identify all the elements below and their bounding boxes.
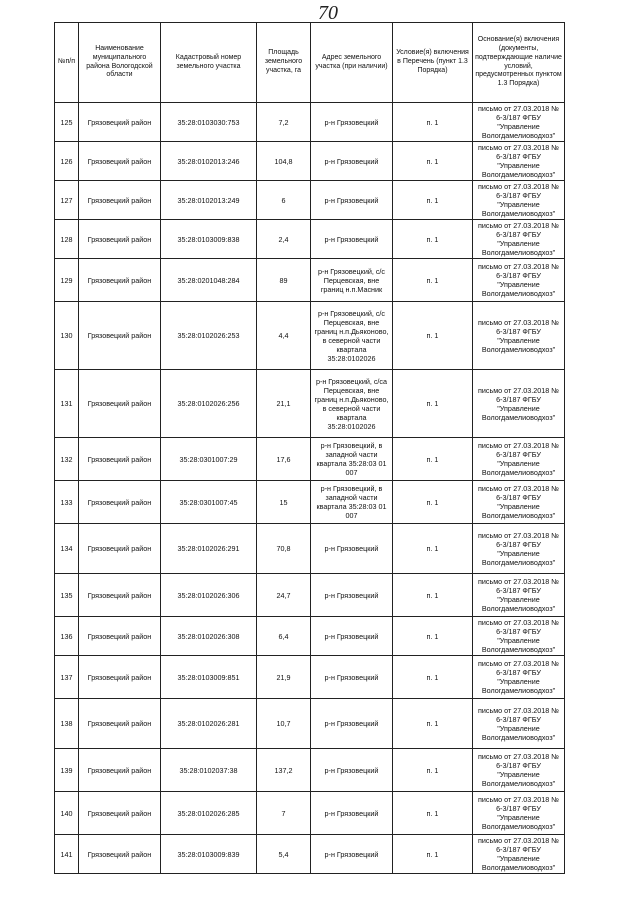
cell-district: Грязовецкий район [79, 370, 161, 438]
cell-district: Грязовецкий район [79, 656, 161, 699]
cell-area: 17,6 [257, 438, 311, 481]
cell-district: Грязовецкий район [79, 142, 161, 181]
header-num: №п/п [55, 23, 79, 103]
cell-condition: п. 1 [393, 142, 473, 181]
cell-area: 5,4 [257, 835, 311, 874]
cell-address: р-н Грязовецкий [311, 574, 393, 617]
table-row [55, 617, 565, 656]
cell-cadastral: 35:28:0102013:246 [161, 142, 257, 181]
table-row [55, 103, 565, 142]
cell-condition: п. 1 [393, 617, 473, 656]
cell-condition: п. 1 [393, 103, 473, 142]
cell-num: 136 [55, 617, 79, 656]
cell-num: 129 [55, 259, 79, 302]
cell-area: 6 [257, 181, 311, 220]
cell-basis: письмо от 27.03.2018 № 6-3/187 ФГБУ "Управление Вологдамелиоводхоз" [473, 142, 565, 181]
cell-area: 21,9 [257, 656, 311, 699]
cell-num: 140 [55, 792, 79, 835]
header-area: Площадь земельного участка, га [257, 23, 311, 103]
cell-district: Грязовецкий район [79, 749, 161, 792]
cell-num: 131 [55, 370, 79, 438]
cell-condition: п. 1 [393, 220, 473, 259]
cell-num: 133 [55, 481, 79, 524]
cell-address: р-н Грязовецкий [311, 835, 393, 874]
cell-address: р-н Грязовецкий [311, 617, 393, 656]
cell-cadastral: 35:28:0301007:29 [161, 438, 257, 481]
cell-area: 2,4 [257, 220, 311, 259]
cell-district: Грязовецкий район [79, 617, 161, 656]
cell-district: Грязовецкий район [79, 792, 161, 835]
cell-num: 132 [55, 438, 79, 481]
cell-district: Грязовецкий район [79, 259, 161, 302]
cell-num: 127 [55, 181, 79, 220]
cell-district: Грязовецкий район [79, 524, 161, 574]
cell-num: 126 [55, 142, 79, 181]
cell-condition: п. 1 [393, 574, 473, 617]
cell-basis: письмо от 27.03.2018 № 6-3/187 ФГБУ "Управление Вологдамелиоводхоз" [473, 835, 565, 874]
cell-condition: п. 1 [393, 699, 473, 749]
cell-address: р-н Грязовецкий [311, 749, 393, 792]
cell-basis: письмо от 27.03.2018 № 6-3/187 ФГБУ "Управление Вологдамелиоводхоз" [473, 181, 565, 220]
cell-area: 89 [257, 259, 311, 302]
cell-num: 141 [55, 835, 79, 874]
cell-district: Грязовецкий район [79, 438, 161, 481]
table-row [55, 181, 565, 220]
cell-district: Грязовецкий район [79, 699, 161, 749]
cell-address: р-н Грязовецкий [311, 792, 393, 835]
table-row [55, 438, 565, 481]
cell-condition: п. 1 [393, 481, 473, 524]
cell-address: р-н Грязовецкий, в западной части квартала 35:28:03 01 007 [311, 481, 393, 524]
cell-cadastral: 35:28:0102026:253 [161, 302, 257, 370]
cell-condition: п. 1 [393, 835, 473, 874]
cell-cadastral: 35:28:0103030:753 [161, 103, 257, 142]
cell-num: 128 [55, 220, 79, 259]
header-cadastral: Кадастровый номер земельного участка [161, 23, 257, 103]
cell-cadastral: 35:28:0103009:851 [161, 656, 257, 699]
cell-address: р-н Грязовецкий, в западной части квартала 35:28:03 01 007 [311, 438, 393, 481]
cell-district: Грязовецкий район [79, 574, 161, 617]
cell-address: р-н Грязовецкий, с/с Перцевская, вне границ н.п.Масник [311, 259, 393, 302]
header-basis: Основание(я) включения (документы, подтверждающие наличие условий, предусмотренных пунктом 1.3 Порядка) [473, 23, 565, 103]
table-row [55, 220, 565, 259]
cell-cadastral: 35:28:0301007:45 [161, 481, 257, 524]
cell-district: Грязовецкий район [79, 481, 161, 524]
header-condition: Условие(я) включения в Перечень (пункт 1.3 Порядка) [393, 23, 473, 103]
cell-area: 6,4 [257, 617, 311, 656]
table-row [55, 699, 565, 749]
cell-address: р-н Грязовецкий [311, 656, 393, 699]
cell-cadastral: 35:28:0102026:291 [161, 524, 257, 574]
cell-condition: п. 1 [393, 370, 473, 438]
cell-cadastral: 35:28:0102013:249 [161, 181, 257, 220]
table-row [55, 792, 565, 835]
cell-basis: письмо от 27.03.2018 № 6-3/187 ФГБУ "Управление Вологдамелиоводхоз" [473, 103, 565, 142]
cell-area: 10,7 [257, 699, 311, 749]
cell-address: р-н Грязовецкий, с/с Перцевская, вне границ н.п.Дьяконово, в северной части квартала 35:28:0102026 [311, 302, 393, 370]
cell-condition: п. 1 [393, 524, 473, 574]
cell-address: р-н Грязовецкий [311, 181, 393, 220]
table-row [55, 259, 565, 302]
cell-num: 125 [55, 103, 79, 142]
cell-basis: письмо от 27.03.2018 № 6-3/187 ФГБУ "Управление Вологдамелиоводхоз" [473, 656, 565, 699]
table-row [55, 749, 565, 792]
table-row [55, 656, 565, 699]
cell-district: Грязовецкий район [79, 302, 161, 370]
header-row [55, 23, 565, 103]
cell-num: 138 [55, 699, 79, 749]
cell-cadastral: 35:28:0103009:838 [161, 220, 257, 259]
cell-cadastral: 35:28:0102026:285 [161, 792, 257, 835]
table-row [55, 524, 565, 574]
table-row [55, 370, 565, 438]
cell-num: 135 [55, 574, 79, 617]
header-district: Наименование муниципального района Вологодской области [79, 23, 161, 103]
table-row [55, 481, 565, 524]
cell-basis: письмо от 27.03.2018 № 6-3/187 ФГБУ "Управление Вологдамелиоводхоз" [473, 749, 565, 792]
cell-cadastral: 35:28:0201048:284 [161, 259, 257, 302]
cell-area: 4,4 [257, 302, 311, 370]
cell-cadastral: 35:28:0103009:839 [161, 835, 257, 874]
cell-condition: п. 1 [393, 259, 473, 302]
cell-basis: письмо от 27.03.2018 № 6-3/187 ФГБУ "Управление Вологдамелиоводхоз" [473, 699, 565, 749]
cell-district: Грязовецкий район [79, 220, 161, 259]
cell-area: 7,2 [257, 103, 311, 142]
cell-address: р-н Грязовецкий [311, 699, 393, 749]
cell-condition: п. 1 [393, 302, 473, 370]
cell-area: 24,7 [257, 574, 311, 617]
cell-basis: письмо от 27.03.2018 № 6-3/187 ФГБУ "Управление Вологдамелиоводхоз" [473, 792, 565, 835]
cell-area: 137,2 [257, 749, 311, 792]
table-row [55, 302, 565, 370]
cell-cadastral: 35:28:0102026:308 [161, 617, 257, 656]
cell-num: 139 [55, 749, 79, 792]
cell-area: 70,8 [257, 524, 311, 574]
cell-address: р-н Грязовецкий [311, 142, 393, 181]
cell-basis: письмо от 27.03.2018 № 6-3/187 ФГБУ "Управление Вологдамелиоводхоз" [473, 438, 565, 481]
cell-address: р-н Грязовецкий [311, 524, 393, 574]
header-address: Адрес земельного участка (при наличии) [311, 23, 393, 103]
cell-cadastral: 35:28:0102026:256 [161, 370, 257, 438]
cell-cadastral: 35:28:0102026:281 [161, 699, 257, 749]
land-plots-table [54, 22, 565, 874]
cell-district: Грязовецкий район [79, 181, 161, 220]
cell-address: р-н Грязовецкий [311, 220, 393, 259]
table-row [55, 835, 565, 874]
cell-area: 21,1 [257, 370, 311, 438]
page-number: 70 [318, 2, 338, 24]
cell-address: р-н Грязовецкий, с/са Перцевская, вне границ н.п.Дьяконово, в северной части квартала 35:28:0102026 [311, 370, 393, 438]
cell-basis: письмо от 27.03.2018 № 6-3/187 ФГБУ "Управление Вологдамелиоводхоз" [473, 302, 565, 370]
cell-condition: п. 1 [393, 181, 473, 220]
table-row [55, 142, 565, 181]
cell-num: 134 [55, 524, 79, 574]
cell-basis: письмо от 27.03.2018 № 6-3/187 ФГБУ "Управление Вологдамелиоводхоз" [473, 259, 565, 302]
cell-basis: письмо от 27.03.2018 № 6-3/187 ФГБУ "Управление Вологдамелиоводхоз" [473, 370, 565, 438]
cell-district: Грязовецкий район [79, 103, 161, 142]
table-row [55, 574, 565, 617]
cell-condition: п. 1 [393, 792, 473, 835]
cell-area: 7 [257, 792, 311, 835]
cell-basis: письмо от 27.03.2018 № 6-3/187 ФГБУ "Управление Вологдамелиоводхоз" [473, 481, 565, 524]
cell-condition: п. 1 [393, 438, 473, 481]
cell-basis: письмо от 27.03.2018 № 6-3/187 ФГБУ "Управление Вологдамелиоводхоз" [473, 524, 565, 574]
cell-num: 130 [55, 302, 79, 370]
cell-cadastral: 35:28:0102026:306 [161, 574, 257, 617]
cell-address: р-н Грязовецкий [311, 103, 393, 142]
cell-basis: письмо от 27.03.2018 № 6-3/187 ФГБУ "Управление Вологдамелиоводхоз" [473, 574, 565, 617]
cell-condition: п. 1 [393, 656, 473, 699]
cell-cadastral: 35:28:0102037:38 [161, 749, 257, 792]
cell-basis: письмо от 27.03.2018 № 6-3/187 ФГБУ "Управление Вологдамелиоводхоз" [473, 220, 565, 259]
cell-condition: п. 1 [393, 749, 473, 792]
cell-basis: письмо от 27.03.2018 № 6-3/187 ФГБУ "Управление Вологдамелиоводхоз" [473, 617, 565, 656]
cell-area: 104,8 [257, 142, 311, 181]
cell-num: 137 [55, 656, 79, 699]
cell-area: 15 [257, 481, 311, 524]
cell-district: Грязовецкий район [79, 835, 161, 874]
